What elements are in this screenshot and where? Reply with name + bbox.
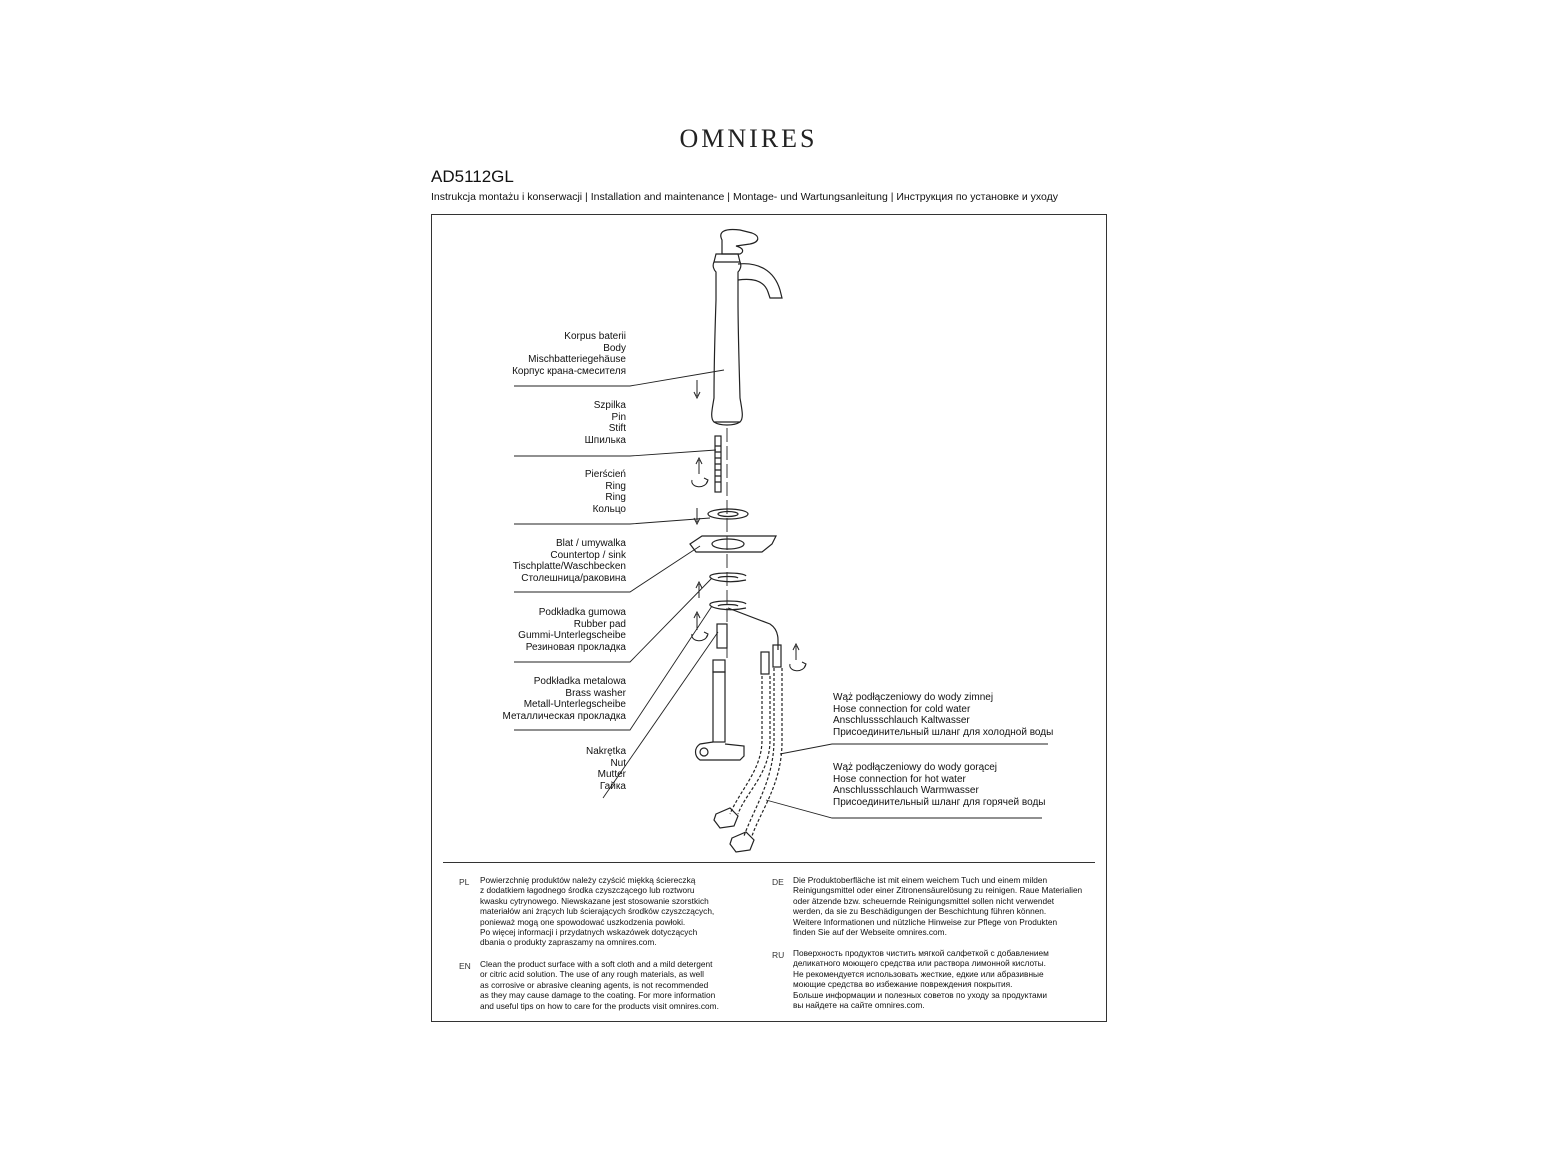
- mounting-tube-drawing: [696, 660, 745, 760]
- hoses-drawing: [714, 645, 782, 852]
- pin-drawing: [715, 436, 721, 492]
- part-label-cold-hose: Wąż podłączeniowy do wody zimnej Hose connection for cold water Anschlussschlauch Kaltwasser Присоединительный шланг для холодной воды: [833, 692, 1054, 738]
- part-label-brass-washer: Podkładka metalowa Brass washer Metall-Unterlegscheibe Металлическая прокладка: [502, 676, 626, 722]
- document-subtitle: Instrukcja montażu i konserwacji | Installation and maintenance | Montage- und Wartungsanleitung | Инструкция по установке и уходу: [431, 191, 1059, 203]
- part-label-body: Korpus baterii Body Mischbatteriegehäuse Корпус крана-смесителя: [512, 331, 626, 377]
- part-label-countertop: Blat / umywalka Countertop / sink Tischplatte/Waschbecken Столешница/раковина: [512, 538, 626, 584]
- part-label-pin: Szpilka Pin Stift Шпилька: [584, 400, 626, 446]
- faucet-body-drawing: [712, 229, 782, 425]
- lang-code-de: DE: [772, 877, 784, 887]
- part-label-nut: Nakrętka Nut Mutter Гайка: [585, 746, 626, 792]
- part-label-ring: Pierścień Ring Ring Кольцо: [584, 469, 626, 515]
- brand-logo: OMNIRES: [679, 124, 818, 153]
- part-label-hot-hose: Wąż podłączeniowy do wody gorącej Hose connection for hot water Anschlussschlauch Warmwasser Присоединительный шланг для горячей воды: [833, 762, 1046, 808]
- care-note-pl: Powierzchnię produktów należy czyścić miękką ściereczką z dodatkiem łagodnego środka czyszczącego lub roztworu kwasku cytrynowego. Niewskazane jest stosowanie szorstkich materiałów ani żrących lub ścierających środków czyszczących, ponieważ mogą one spowodować uszkodzenia powłoki. Po więcej informacji i przydatnych wskazówek dotyczących dbania o produkty zapraszamy na omnires.com.: [480, 875, 715, 948]
- part-label-rubber-pad: Podkładka gumowa Rubber pad Gummi-Unterlegscheibe Резиновая прокладка: [518, 607, 626, 653]
- notes-separator: [443, 862, 1095, 863]
- ring-drawing: [708, 509, 748, 519]
- lang-code-ru: RU: [772, 950, 785, 960]
- assembly-arrows: [692, 380, 806, 671]
- care-note-de: Die Produktoberfläche ist mit einem weichem Tuch und einem milden Reinigungsmittel oder einer Zitronensäurelösung zu reinigen. Raue Materialien oder ätzende bzw. scheuernde Reinigungsmittel sollen nicht verwendet werden, da sie zu Beschädigungen der Beschichtung führen können. Weitere Informationen und nützliche Hinweise zur Pflege von Produkten finden Sie auf der Webseite omnires.com.: [793, 875, 1083, 938]
- countertop-drawing: [690, 536, 776, 552]
- care-note-ru: Поверхность продуктов чистить мягкой салфеткой с добавлением деликатного моющего средства или раствора лимонной кислоты. Не рекомендуется использовать жесткие, едкие или абразивные моющие средства во избежание повреждения покрытия. Больше информации и полезных советов по уходу за продуктами вы найдете на сайте omnires.com.: [793, 948, 1049, 1011]
- model-number: AD5112GL: [431, 167, 514, 186]
- brass-washer-drawing: [710, 601, 778, 650]
- nut-drawing: [717, 624, 727, 648]
- rubber-pad-drawing: [710, 573, 746, 582]
- lang-code-pl: PL: [459, 877, 470, 887]
- care-note-en: Clean the product surface with a soft cloth and a mild detergent or citric acid solution. The use of any rough materials, as well as corrosive or abrasive cleaning agents, is not recommended as they may cause damage to the coating. For more information and useful tips on how to care for the products visit omnires.com.: [480, 959, 719, 1011]
- lang-code-en: EN: [459, 961, 471, 971]
